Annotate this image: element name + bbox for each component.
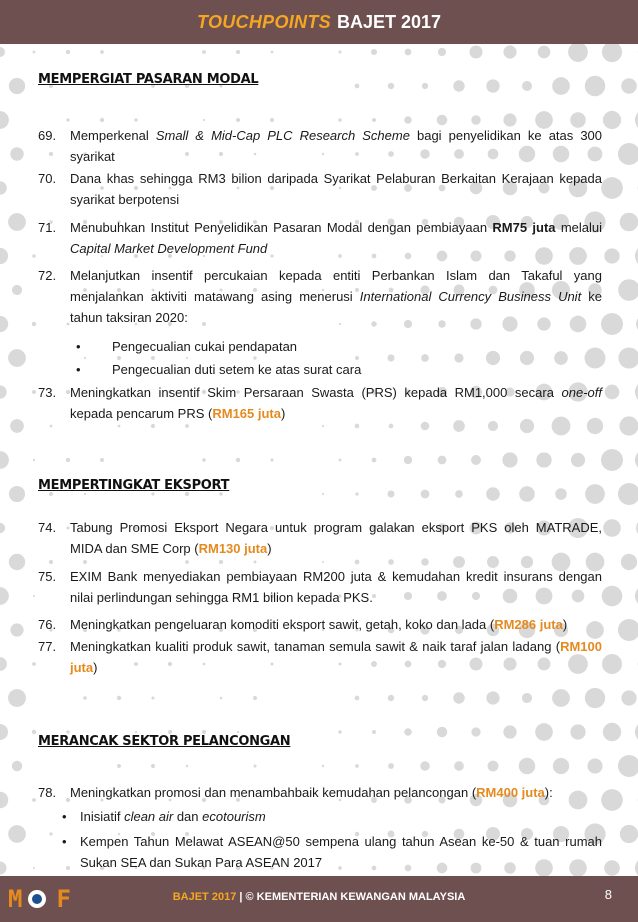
- list-item: 71. Menubuhkan Institut Penyelidikan Pasaran Modal dengan pembiayaan RM75 juta melalui Capital Market Development Fund: [38, 217, 602, 259]
- list-item: 72. Melanjutkan insentif percukaian kepada entiti Perbankan Islam dan Takaful yang menjalankan aktiviti matawang asing menerusi International Currency Business Unit ke tahun taksiran 2020:: [38, 265, 602, 328]
- list-item: 78. Meningkatkan promosi dan menambahbaik kemudahan pelancongan (RM400 juta):: [38, 782, 602, 803]
- item-number: 74.: [38, 520, 57, 535]
- list-item: 76. Meningkatkan pengeluaran komoditi eksport sawit, getah, koko dan lada (RM286 juta): [38, 614, 602, 635]
- bullet-symbol: •: [62, 834, 67, 849]
- item-number: 71.: [38, 220, 57, 235]
- list-item: 74. Tabung Promosi Eksport Negara untuk program galakan eksport PKS oleh MATRADE, MIDA dan SME Corp (RM130 juta): [38, 517, 602, 559]
- item-number: 69.: [38, 128, 57, 143]
- list-item: 69. Memperkenal Small & Mid-Cap PLC Research Scheme bagi penyelidikan ke atas 300 syarikat: [38, 125, 602, 167]
- section-heading-export: MEMPERTINGKAT EKSPORT: [38, 478, 230, 493]
- list-item: 70. Dana khas sehingga RM3 bilion daripada Syarikat Pelaburan Berkaitan Kerajaan kepada syarikat berpotensi: [38, 168, 602, 210]
- list-item: 75. EXIM Bank menyediakan pembiayaan RM200 juta & kemudahan kredit insurans dengan nilai perlindungan sehingga RM1 bilion kepada PKS.: [38, 566, 602, 608]
- item-number: 78.: [38, 785, 57, 800]
- amount-highlight: RM100 juta: [70, 639, 602, 675]
- bullet-item: • Kempen Tahun Melawat ASEAN@50 sempena ulang tahun Asean ke-50 & tuan rumah Sukan SEA dan Sukan Para ASEAN 2017: [62, 831, 602, 873]
- section-heading-capital-market: MEMPERGIAT PASARAN MODAL: [38, 72, 259, 87]
- header-title: BAJET 2017: [336, 11, 442, 32]
- bullet-item: • Inisiatif clean air dan ecotourism: [62, 806, 602, 827]
- bullet-item: • Pengecualian duti setem ke atas surat cara: [76, 359, 602, 380]
- amount-highlight: RM286 juta: [494, 617, 563, 632]
- item-number: 72.: [38, 268, 57, 283]
- section-heading-tourism: MERANCAK SEKTOR PELANCONGAN: [38, 734, 291, 749]
- bullet-item: • Pengecualian cukai pendapatan: [76, 336, 602, 357]
- item-number: 76.: [38, 617, 57, 632]
- mof-logo: M F: [8, 885, 71, 913]
- item-number: 73.: [38, 385, 57, 400]
- amount-highlight: RM165 juta: [212, 406, 281, 421]
- amount-highlight: RM400 juta: [476, 785, 545, 800]
- list-item: 73. Meningkatkan insentif Skim Persaraan Swasta (PRS) kepada RM1,000 secara one-off kepada pencarum PRS (RM165 juta): [38, 382, 602, 424]
- footer-text: BAJET 2017 | © KEMENTERIAN KEWANGAN MALAYSIA: [172, 891, 466, 903]
- bullet-symbol: •: [62, 809, 67, 824]
- bullet-symbol: •: [76, 339, 81, 354]
- header-title-highlight: TOUCHPOINTS: [196, 11, 331, 32]
- page-number: 8: [604, 887, 612, 902]
- bullet-symbol: •: [76, 362, 81, 377]
- item-number: 75.: [38, 569, 57, 584]
- item-number: 70.: [38, 171, 57, 186]
- list-item: 77. Meningkatkan kualiti produk sawit, tanaman semula sawit & naik taraf jalan ladang (RM100 juta): [38, 636, 602, 678]
- item-number: 77.: [38, 639, 57, 654]
- amount-highlight: RM130 juta: [198, 541, 268, 556]
